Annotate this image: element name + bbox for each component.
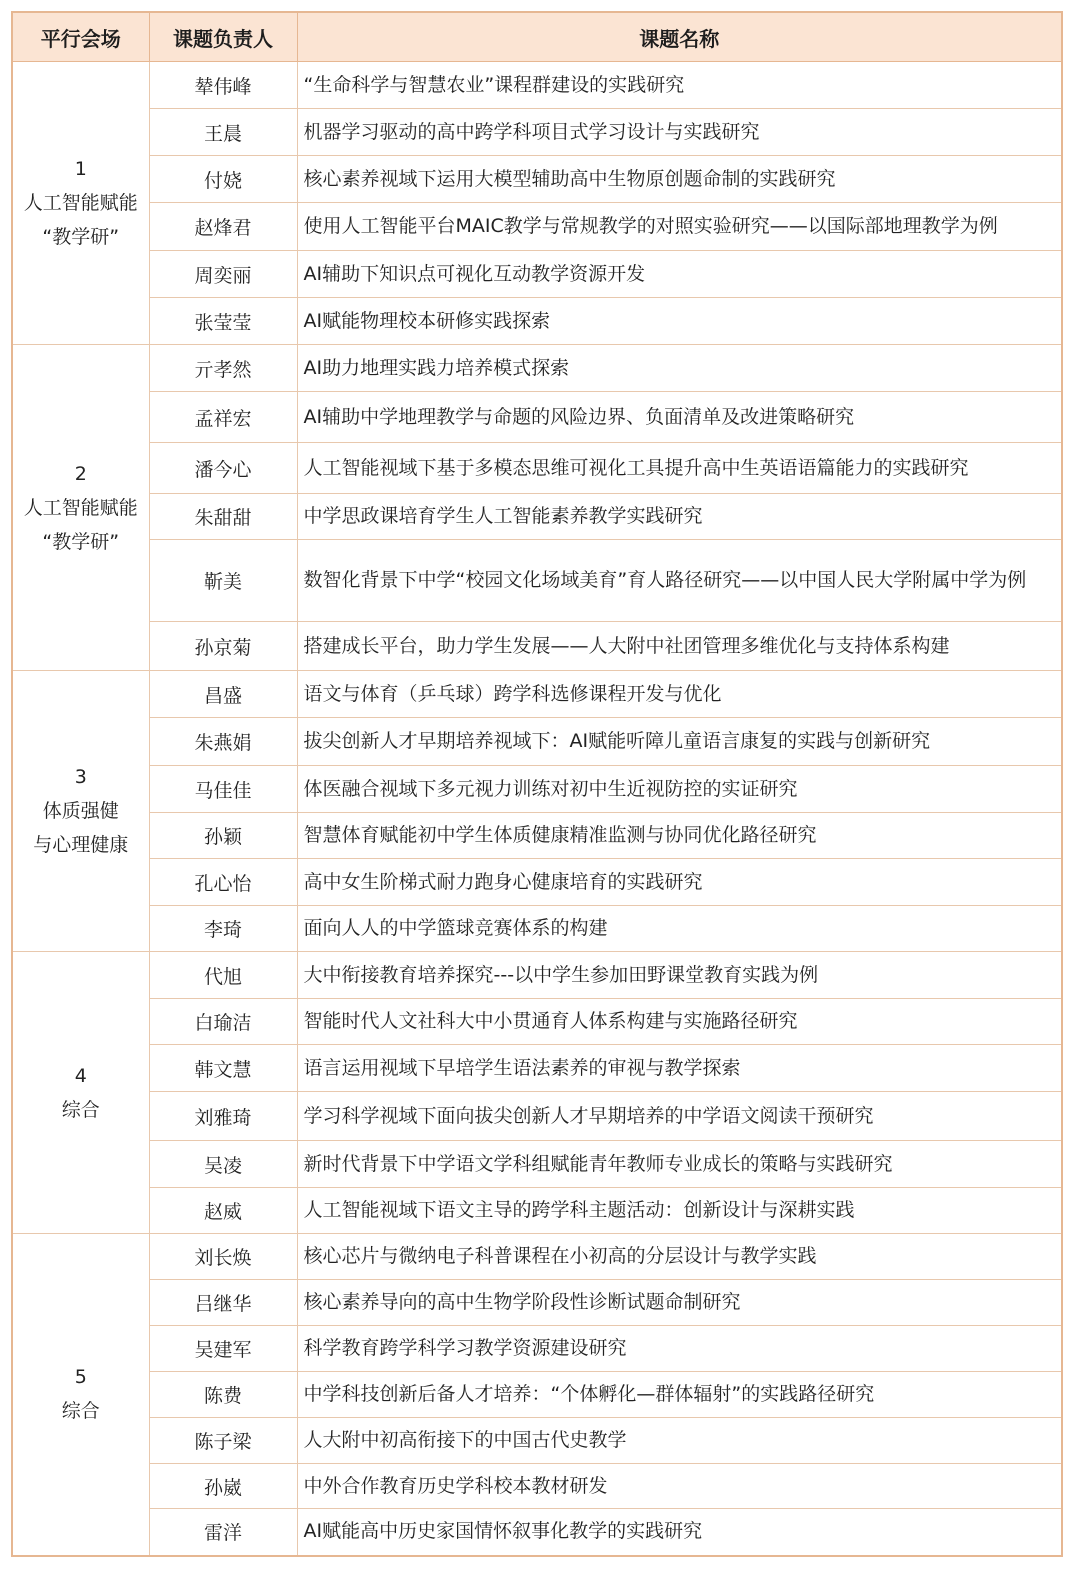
table-row bbox=[12, 1464, 1062, 1509]
person-cell: 刘雅琦 bbox=[149, 1092, 297, 1141]
venue-name-line1: 人工智能赋能 bbox=[23, 496, 138, 519]
table-row bbox=[12, 494, 1062, 540]
table-row bbox=[12, 62, 1062, 109]
venue-name-line2: “教学研” bbox=[42, 530, 120, 553]
person-cell: 朱甜甜 bbox=[149, 494, 297, 540]
venue-number: 2 bbox=[74, 462, 87, 485]
topic-cell: 高中女生阶梯式耐力跑身心健康培育的实践研究 bbox=[297, 859, 1062, 906]
table-row bbox=[12, 203, 1062, 251]
table-row bbox=[12, 671, 1062, 718]
topic-cell: 拔尖创新人才早期培养视域下：AI赋能听障儿童语言康复的实践与创新研究 bbox=[297, 718, 1062, 766]
table-row bbox=[12, 540, 1062, 622]
header-venue: 平行会场 bbox=[12, 12, 149, 62]
person-cell: 辇伟峰 bbox=[149, 62, 297, 109]
topic-cell: AI辅助中学地理教学与命题的风险边界、负面清单及改进策略研究 bbox=[297, 392, 1062, 443]
table-row bbox=[12, 622, 1062, 671]
venue-name-line2: 与心理健康 bbox=[33, 834, 129, 856]
table-row bbox=[12, 1188, 1062, 1234]
person-cell: 张莹莹 bbox=[149, 298, 297, 345]
table-header-row bbox=[12, 12, 1062, 62]
topic-cell: 中外合作教育历史学科校本教材研发 bbox=[297, 1464, 1062, 1509]
topic-cell: 中学科技创新后备人才培养：“个体孵化—群体辐射”的实践路径研究 bbox=[297, 1372, 1062, 1418]
person-cell: 雷洋 bbox=[149, 1509, 297, 1556]
person-cell: 靳美 bbox=[149, 540, 297, 622]
person-cell: 白瑜洁 bbox=[149, 999, 297, 1045]
topic-cell: AI赋能物理校本研修实践探索 bbox=[297, 298, 1062, 345]
person-cell: 马佳佳 bbox=[149, 766, 297, 813]
person-cell: 孙京菊 bbox=[149, 622, 297, 671]
table-row bbox=[12, 251, 1062, 298]
person-cell: 陈费 bbox=[149, 1372, 297, 1418]
topic-cell: 人工智能视域下基于多模态思维可视化工具提升高中生英语语篇能力的实践研究 bbox=[297, 443, 1062, 494]
venue-cell bbox=[12, 671, 149, 952]
table-row bbox=[12, 156, 1062, 203]
venue-name-line1: 综合 bbox=[61, 1098, 100, 1121]
table-row bbox=[12, 1326, 1062, 1372]
topic-cell: 核心素养视域下运用大模型辅助高中生物原创题命制的实践研究 bbox=[297, 156, 1062, 203]
person-cell: 潘今心 bbox=[149, 443, 297, 494]
topic-cell: 核心素养导向的高中生物学阶段性诊断试题命制研究 bbox=[297, 1280, 1062, 1326]
venue-cell bbox=[12, 952, 149, 1234]
table-row bbox=[12, 1045, 1062, 1092]
person-cell: 李琦 bbox=[149, 906, 297, 952]
table-row bbox=[12, 859, 1062, 906]
table-row bbox=[12, 443, 1062, 494]
venue-name-line1: 综合 bbox=[61, 1400, 100, 1423]
person-cell: 赵烽君 bbox=[149, 203, 297, 251]
table-row bbox=[12, 766, 1062, 813]
venue-number: 5 bbox=[74, 1366, 87, 1389]
header-person: 课题负责人 bbox=[149, 12, 297, 62]
venue-number: 4 bbox=[74, 1064, 87, 1087]
person-cell: 王晨 bbox=[149, 109, 297, 156]
topic-table bbox=[11, 11, 1063, 1557]
table-row bbox=[12, 906, 1062, 952]
topic-cell: 中学思政课培育学生人工智能素养教学实践研究 bbox=[297, 494, 1062, 540]
table-row bbox=[12, 1372, 1062, 1418]
venue-number: 1 bbox=[74, 158, 87, 180]
person-cell: 吴凌 bbox=[149, 1141, 297, 1188]
topic-cell: 学习科学视域下面向拔尖创新人才早期培养的中学语文阅读干预研究 bbox=[297, 1092, 1062, 1141]
table-row bbox=[12, 392, 1062, 443]
table-row bbox=[12, 1280, 1062, 1326]
topic-cell: 数智化背景下中学“校园文化场域美育”育人路径研究——以中国人民大学附属中学为例 bbox=[297, 540, 1062, 622]
topic-cell: 面向人人的中学篮球竞赛体系的构建 bbox=[297, 906, 1062, 952]
venue-name-line1: 体质强健 bbox=[42, 800, 119, 822]
venue-name-line2: “教学研” bbox=[42, 226, 120, 248]
person-cell: 亓孝然 bbox=[149, 345, 297, 392]
topic-cell: 语言运用视域下早培学生语法素养的审视与教学探索 bbox=[297, 1045, 1062, 1092]
person-cell: 昌盛 bbox=[149, 671, 297, 718]
topic-cell: 使用人工智能平台MAIC教学与常规教学的对照实验研究——以国际部地理教学为例 bbox=[297, 203, 1062, 251]
topic-cell: 科学教育跨学科学习教学资源建设研究 bbox=[297, 1326, 1062, 1372]
topic-cell: 核心芯片与微纳电子科普课程在小初高的分层设计与教学实践 bbox=[297, 1234, 1062, 1280]
topic-cell: 人工智能视域下语文主导的跨学科主题活动：创新设计与深耕实践 bbox=[297, 1188, 1062, 1234]
table-body bbox=[12, 62, 1062, 1556]
topic-cell: AI辅助下知识点可视化互动教学资源开发 bbox=[297, 251, 1062, 298]
table-row bbox=[12, 813, 1062, 859]
venue-name-line1: 人工智能赋能 bbox=[23, 192, 138, 214]
topic-cell: AI赋能高中历史家国情怀叙事化教学的实践研究 bbox=[297, 1509, 1062, 1556]
person-cell: 吕继华 bbox=[149, 1280, 297, 1326]
person-cell: 朱燕娟 bbox=[149, 718, 297, 766]
venue-number: 3 bbox=[74, 766, 87, 788]
topic-cell: 大中衔接教育培养探究---以中学生参加田野课堂教育实践为例 bbox=[297, 952, 1062, 999]
table-row bbox=[12, 345, 1062, 392]
topic-cell: 新时代背景下中学语文学科组赋能青年教师专业成长的策略与实践研究 bbox=[297, 1141, 1062, 1188]
table-row bbox=[12, 109, 1062, 156]
person-cell: 孙颖 bbox=[149, 813, 297, 859]
table-row bbox=[12, 718, 1062, 766]
table-row bbox=[12, 1418, 1062, 1464]
header-topic: 课题名称 bbox=[297, 12, 1062, 62]
topic-cell: 机器学习驱动的高中跨学科项目式学习设计与实践研究 bbox=[297, 109, 1062, 156]
venue-cell bbox=[12, 62, 149, 345]
topic-cell: 语文与体育（乒乓球）跨学科选修课程开发与优化 bbox=[297, 671, 1062, 718]
person-cell: 赵威 bbox=[149, 1188, 297, 1234]
topic-cell: 人大附中初高衔接下的中国古代史教学 bbox=[297, 1418, 1062, 1464]
person-cell: 韩文慧 bbox=[149, 1045, 297, 1092]
person-cell: 孔心怡 bbox=[149, 859, 297, 906]
topic-cell: 搭建成长平台，助力学生发展——人大附中社团管理多维优化与支持体系构建 bbox=[297, 622, 1062, 671]
person-cell: 孙崴 bbox=[149, 1464, 297, 1509]
venue-cell bbox=[12, 345, 149, 671]
topic-cell: 体医融合视域下多元视力训练对初中生近视防控的实证研究 bbox=[297, 766, 1062, 813]
topic-table-container bbox=[11, 11, 1061, 1557]
table-row bbox=[12, 1234, 1062, 1280]
person-cell: 付娆 bbox=[149, 156, 297, 203]
person-cell: 孟祥宏 bbox=[149, 392, 297, 443]
person-cell: 代旭 bbox=[149, 952, 297, 999]
topic-cell: 智能时代人文社科大中小贯通育人体系构建与实施路径研究 bbox=[297, 999, 1062, 1045]
table-row bbox=[12, 1141, 1062, 1188]
person-cell: 陈子梁 bbox=[149, 1418, 297, 1464]
topic-cell: AI助力地理实践力培养模式探索 bbox=[297, 345, 1062, 392]
table-row bbox=[12, 1092, 1062, 1141]
topic-cell: 智慧体育赋能初中学生体质健康精准监测与协同优化路径研究 bbox=[297, 813, 1062, 859]
topic-cell: “生命科学与智慧农业”课程群建设的实践研究 bbox=[297, 62, 1062, 109]
table-row bbox=[12, 999, 1062, 1045]
venue-cell bbox=[12, 1234, 149, 1556]
table-row bbox=[12, 952, 1062, 999]
person-cell: 周奕丽 bbox=[149, 251, 297, 298]
person-cell: 刘长焕 bbox=[149, 1234, 297, 1280]
table-row bbox=[12, 298, 1062, 345]
table-row bbox=[12, 1509, 1062, 1556]
person-cell: 吴建军 bbox=[149, 1326, 297, 1372]
